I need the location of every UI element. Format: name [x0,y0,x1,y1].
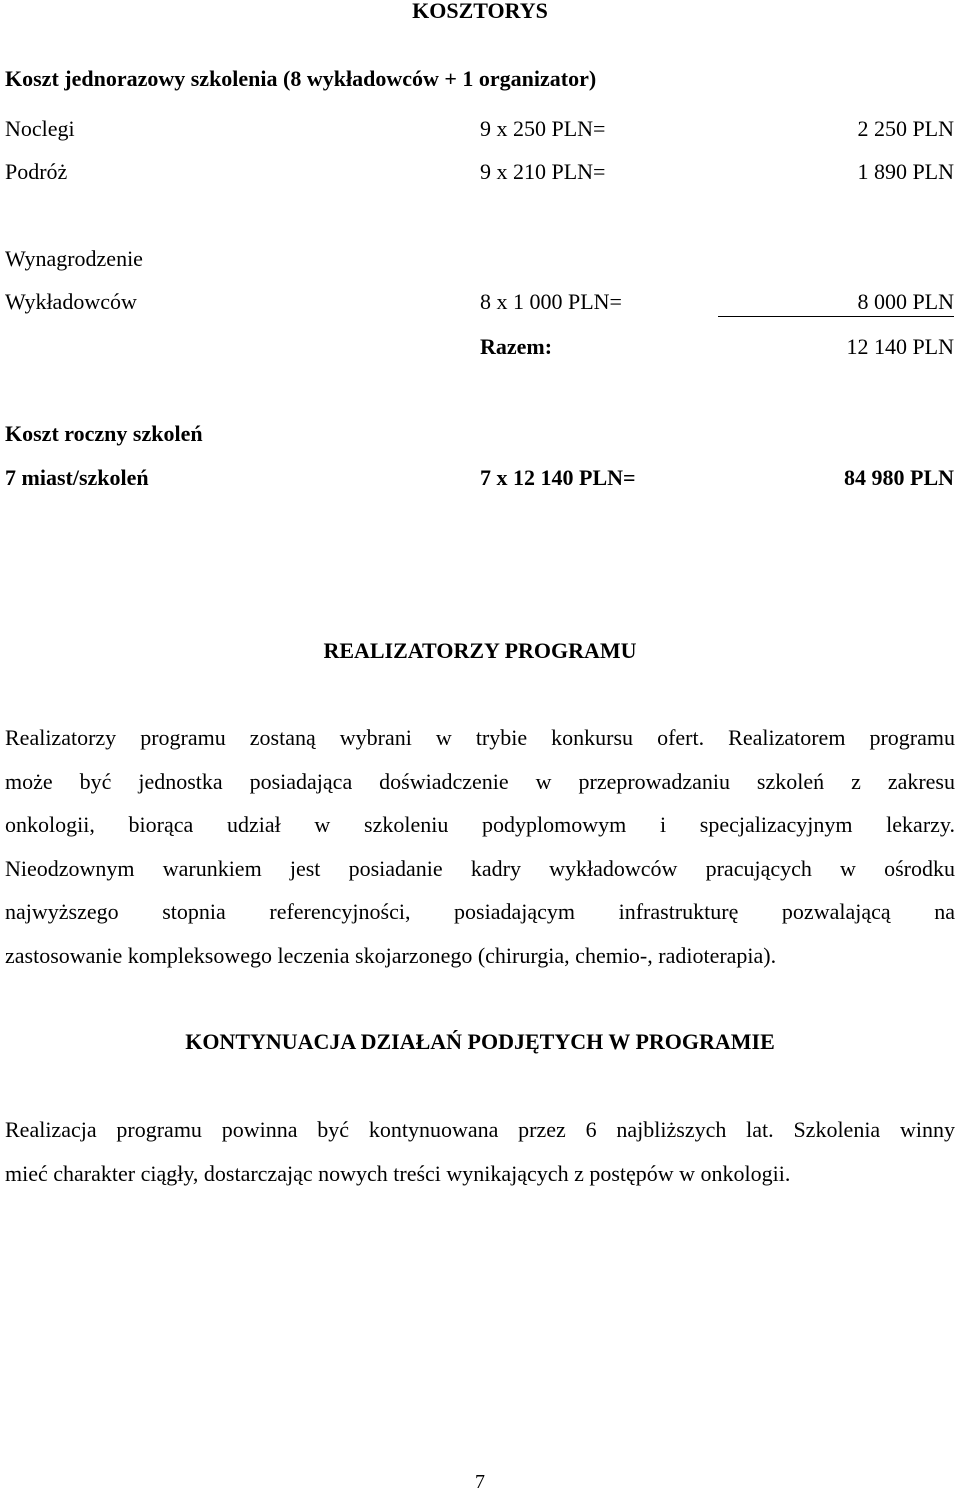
salary-row-calc: 8 x 1 000 PLN= [480,289,622,314]
continuation-paragraph [5,1108,955,1195]
one-time-cost-heading: Koszt jednorazowy szkolenia (8 wykładowców + 1 organizator) [5,66,597,91]
cost-row-total: 2 250 PLN [857,116,954,141]
cost-row-label: Podróż [5,159,68,184]
paragraph-line: zastosowanie kompleksowego leczenia skojarzonego (chirurgia, chemio-, radioterapia). [5,942,777,968]
continuation-heading: KONTYNUACJA DZIAŁAŃ PODJĘTYCH W PROGRAMIE [185,1029,775,1054]
cost-row-calc: 9 x 250 PLN= [480,116,606,141]
salary-row-total: 8 000 PLN [857,289,954,314]
paragraph-line: Nieodzownym warunkiem jest posiadanie kadry wykładowców pracujących w ośrodku [5,855,955,881]
paragraph-line: najwyższego stopnia referencyjności, posiadającym infrastrukturę pozwalającą na [5,899,955,925]
annual-cost-heading: Koszt roczny szkoleń [5,421,203,446]
cost-row-total: 1 890 PLN [857,159,954,184]
paragraph-line: mieć charakter ciągły, dostarczając nowych treści wynikających z postępów w onkologii. [5,1160,791,1186]
implementers-paragraph [5,716,955,978]
sum-underline [718,316,954,317]
salary-label: Wynagrodzenie [5,246,143,271]
cost-row-calc: 9 x 210 PLN= [480,159,606,184]
annual-row-label: 7 miast/szkoleń [5,465,149,490]
paragraph-line: może być jednostka posiadająca doświadczenie w przeprowadzaniu szkoleń z zakresu [5,768,955,794]
sum-total: 12 140 PLN [846,334,954,359]
implementers-heading: REALIZATORZY PROGRAMU [323,638,637,663]
annual-row-calc: 7 x 12 140 PLN= [480,465,636,490]
annual-row-total: 84 980 PLN [844,465,954,490]
cost-row-label: Noclegi [5,116,75,141]
paragraph-line: Realizacja programu powinna być kontynuowana przez 6 najbliższych lat. Szkolenia winny [5,1117,955,1142]
document-title: KOSZTORYS [412,0,548,23]
paragraph-line: onkologii, biorąca udział w szkoleniu podyplomowym i specjalizacyjnym lekarzy. [5,812,955,838]
salary-row-label: Wykładowców [5,289,137,314]
sum-label: Razem: [480,334,553,359]
page-number: 7 [475,1471,485,1493]
paragraph-line: Realizatorzy programu zostaną wybrani w trybie konkursu ofert. Realizatorem programu [5,725,955,750]
